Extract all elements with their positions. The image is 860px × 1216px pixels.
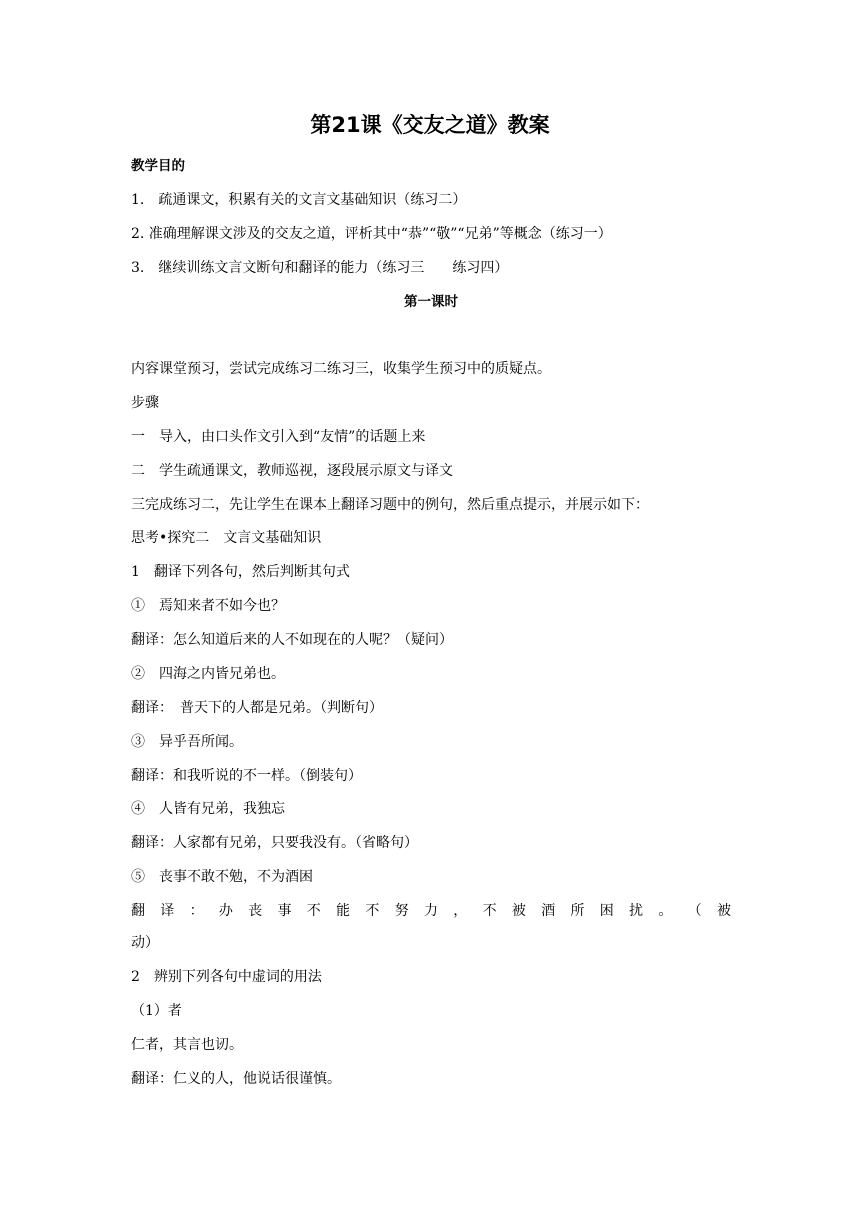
char: 不: [482, 903, 497, 919]
char: 事: [277, 903, 292, 919]
body-line: 翻译：人家都有兄弟，只要我没有。（省略句）: [131, 835, 418, 851]
body-line: 1 翻译下列各句，然后判断其句式: [131, 564, 350, 580]
body-line: （1）者: [131, 1003, 182, 1019]
char: 丧: [248, 903, 263, 919]
body-line: ⑤ 丧事不敢不勉，不为酒困: [131, 869, 313, 885]
body-line: 翻译：怎么知道后来的人不如现在的人呢？（疑问）: [131, 632, 453, 648]
objective-item: 3. 继续训练文言文断句和翻译的能力（练习三 练习四）: [131, 260, 509, 276]
body-line: ② 四海之内皆兄弟也。: [131, 666, 285, 682]
body-line: 翻译： 普天下的人都是兄弟。（判断句）: [131, 700, 383, 716]
justified-translation-line: [131, 900, 731, 922]
char: 不: [306, 903, 321, 919]
char: 办: [218, 903, 233, 919]
char: 努: [394, 903, 409, 919]
char: 译: [160, 903, 175, 919]
body-line: 仁者，其言也讱。: [131, 1037, 243, 1053]
char: 酒: [541, 903, 556, 919]
body-line: 二 学生疏通课文，教师巡视，逐段展示原文与译文: [131, 463, 453, 479]
char: 困: [599, 903, 614, 919]
objectives-heading: 教学目的: [131, 158, 185, 174]
char: ：: [189, 903, 204, 919]
char: ，: [453, 903, 468, 919]
char: （: [687, 903, 702, 919]
char: 能: [336, 903, 351, 919]
body-line: 内容课堂预习，尝试完成练习二练习三，收集学生预习中的质疑点。: [131, 361, 551, 377]
body-line: 翻译：和我听说的不一样。（倒装句）: [131, 768, 362, 784]
body-line: 一 导入，由口头作文引入到“友情”的话题上来: [131, 429, 426, 445]
char: 被: [716, 903, 731, 919]
document-title: 第21课《交友之道》教案: [310, 113, 550, 137]
char: 扰: [629, 903, 644, 919]
body-line: ④ 人皆有兄弟，我独忘: [131, 801, 285, 817]
objective-item: 1. 疏通课文，积累有关的文言文基础知识（练习二）: [131, 192, 467, 208]
body-line: 2 辨别下列各句中虚词的用法: [131, 969, 322, 985]
body-line: ① 焉知来者不如今也？: [131, 598, 285, 614]
char: 不: [365, 903, 380, 919]
body-line: ③ 异乎吾所闻。: [131, 734, 243, 750]
char: 。: [658, 903, 673, 919]
body-line: 动）: [131, 935, 159, 951]
body-line: 翻译：仁义的人，他说话很谨慎。: [131, 1071, 341, 1087]
lesson-heading: 第一课时: [404, 294, 458, 310]
char: 被: [511, 903, 526, 919]
char: 力: [423, 903, 438, 919]
body-line: 步骤: [131, 395, 159, 411]
body-line: 三完成练习二，先让学生在课本上翻译习题中的例句，然后重点提示，并展示如下：: [131, 497, 649, 513]
objective-item: 2. 准确理解课文涉及的交友之道，评析其中“恭”“敬”“兄弟”等概念（练习一）: [131, 226, 612, 242]
char: 所: [570, 903, 585, 919]
body-line: 思考•探究二 文言文基础知识: [131, 530, 322, 546]
char: 翻: [131, 903, 145, 919]
